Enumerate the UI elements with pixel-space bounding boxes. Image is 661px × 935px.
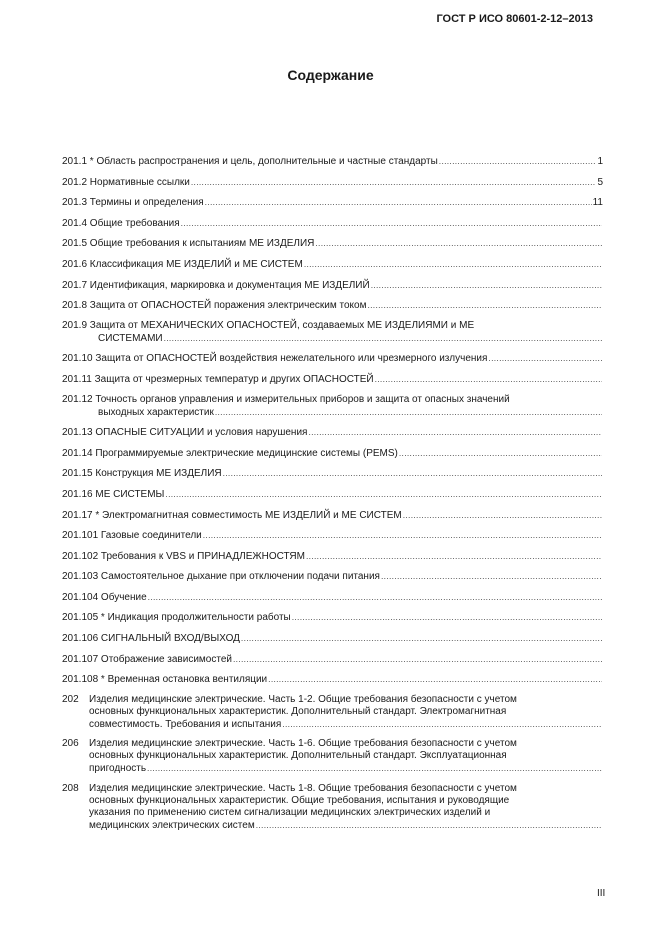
- toc-entry-continuation: [62, 332, 603, 345]
- toc-entry-text: 201.104 Обучение: [62, 591, 147, 603]
- toc-entry: [62, 611, 603, 624]
- table-of-contents: [62, 155, 603, 840]
- leader-dots: [181, 217, 602, 229]
- toc-entry: [62, 653, 603, 666]
- toc-entry-row: [62, 373, 603, 386]
- toc-entry-continuation: [62, 406, 603, 419]
- toc-entry-row: [62, 258, 603, 271]
- standard-line: указания по применению систем сигнализации медицинских электрических изделий и: [89, 807, 491, 819]
- toc-entry-row: [62, 529, 603, 542]
- standard-number: 208: [62, 783, 79, 795]
- leader-dots: [268, 673, 602, 685]
- toc-entry-text: 201.12 Точность органов управления и измерительных приборов и защита от опасных значений: [62, 393, 510, 405]
- toc-entry-row: [62, 426, 603, 439]
- toc-entry: [62, 176, 603, 189]
- toc-entry-text: 201.101 Газовые соединители: [62, 530, 202, 542]
- standard-number: 206: [62, 738, 79, 750]
- toc-entry-row: [62, 653, 603, 666]
- leader-dots: [215, 406, 602, 418]
- standard-line: Изделия медицинские электрические. Часть 1-6. Общие требования безопасности с учетом: [89, 738, 517, 750]
- leader-dots: [164, 332, 602, 344]
- toc-entry: [62, 217, 603, 230]
- leader-dots: [304, 258, 602, 270]
- toc-entry-text: 201.103 Самостоятельное дыхание при отключении подачи питания: [62, 571, 380, 583]
- toc-entry-text: 201.15 Конструкция МЕ ИЗДЕЛИЯ: [62, 468, 222, 480]
- toc-entry: [62, 488, 603, 501]
- toc-entry-row: [62, 217, 603, 230]
- toc-entry-row: [62, 467, 603, 480]
- leader-dots: [292, 611, 602, 623]
- toc-entry: [62, 352, 603, 365]
- toc-entry-row: [62, 632, 603, 645]
- leader-dots: [191, 176, 597, 188]
- toc-entry-text: 201.3 Термины и определения: [62, 197, 204, 209]
- leader-dots: [233, 653, 602, 665]
- toc-entry-text: 201.8 Защита от ОПАСНОСТЕЙ поражения электрическим током: [62, 300, 367, 312]
- toc-entry-text: 201.105 * Индикация продолжительности работы: [62, 612, 291, 624]
- toc-entry-text: 201.4 Общие требования: [62, 217, 180, 229]
- document-header: ГОСТ Р ИСО 80601-2-12–2013: [436, 13, 593, 25]
- toc-entry-row: [62, 352, 603, 365]
- leader-dots: [381, 570, 602, 582]
- toc-entry-text: 201.102 Требования к VBS и ПРИНАДЛЕЖНОСТЯМ: [62, 550, 305, 562]
- standard-line: основных функциональных характеристик. Дополнительный стандарт. Электромагнитная: [89, 705, 507, 717]
- toc-entry-text: 201.108 * Временная остановка вентиляции: [62, 674, 268, 686]
- standard-line: Изделия медицинские электрические. Часть 1-2. Общие требования безопасности с учетом: [89, 693, 517, 705]
- toc-entry-text: 201.2 Нормативные ссылки: [62, 176, 190, 188]
- toc-entry-row: [62, 570, 603, 583]
- toc-entry-page: 1: [597, 156, 603, 167]
- standard-number: 202: [62, 693, 79, 705]
- standard-last-text: медицинских электрических систем: [89, 820, 255, 832]
- toc-entry-row: [62, 155, 603, 168]
- toc-entry-row: [62, 673, 603, 686]
- toc-entry-row: [62, 299, 603, 312]
- standard-body: [62, 738, 603, 775]
- leader-dots: [439, 155, 597, 167]
- toc-entry-text-cont: СИСТЕМАМИ: [98, 332, 163, 344]
- toc-entry-text: 201.1 * Область распространения и цель, дополнительные и частные стандарты: [62, 156, 438, 167]
- toc-entry: [62, 155, 603, 168]
- standard-line: основных функциональных характеристик. Общие требования, испытания и руководящие: [89, 795, 510, 807]
- leader-dots: [147, 762, 602, 774]
- standard-body: [62, 694, 603, 731]
- toc-entry-text-cont: выходных характеристик: [98, 406, 214, 418]
- standard-last-row: [89, 718, 603, 731]
- leader-dots: [241, 632, 602, 644]
- toc-entry: [62, 320, 603, 345]
- toc-entry: [62, 394, 603, 419]
- toc-entry-row: [62, 488, 603, 501]
- toc-entry: [62, 258, 603, 271]
- toc-entry-page: 5: [597, 176, 603, 188]
- toc-entry-text: 201.17 * Электромагнитная совместимость МЕ ИЗДЕЛИЙ и МЕ СИСТЕМ: [62, 509, 402, 521]
- toc-entry-text: 201.106 СИГНАЛЬНЫЙ ВХОД/ВЫХОД: [62, 633, 240, 645]
- toc-entry-row: [62, 237, 603, 250]
- leader-dots: [165, 488, 602, 500]
- toc-entry: [62, 529, 603, 542]
- toc-entry-text: 201.7 Идентификация, маркировка и документация МЕ ИЗДЕЛИЙ: [62, 279, 370, 291]
- toc-entry-text: 201.5 Общие требования к испытаниям МЕ ИЗДЕЛИЯ: [62, 238, 315, 250]
- toc-entry: [62, 591, 603, 604]
- toc-entry-row: [62, 611, 603, 624]
- leader-dots: [203, 529, 602, 541]
- toc-entry-text: 201.107 Отображение зависимостей: [62, 653, 232, 665]
- leader-dots: [488, 352, 602, 364]
- leader-dots: [375, 373, 602, 385]
- toc-entry: [62, 426, 603, 439]
- toc-entry: [62, 447, 603, 460]
- toc-entry-row: [62, 591, 603, 604]
- toc-entry-page: 11: [592, 197, 603, 209]
- standard-entry: [62, 783, 603, 832]
- leader-dots: [282, 718, 602, 730]
- toc-entry: [62, 570, 603, 583]
- toc-entry: [62, 673, 603, 686]
- leader-dots: [367, 299, 602, 311]
- toc-entry-row: [62, 550, 603, 563]
- page-number: III: [597, 888, 606, 899]
- toc-entry-row: [62, 279, 603, 292]
- toc-entry: [62, 509, 603, 522]
- toc-entry: [62, 279, 603, 292]
- standard-line: основных функциональных характеристик. Дополнительный стандарт. Эксплуатационная: [89, 750, 507, 762]
- toc-entry-text: 201.9 Защита от МЕХАНИЧЕСКИХ ОПАСНОСТЕЙ, создаваемых МЕ ИЗДЕЛИЯМИ и МЕ: [62, 319, 475, 331]
- toc-entry-text: 201.14 Программируемые электрические медицинские системы (PEMS): [62, 447, 398, 459]
- leader-dots: [371, 279, 602, 291]
- toc-entry: [62, 299, 603, 312]
- standard-last-text: пригодность: [89, 763, 147, 775]
- leader-dots: [223, 467, 602, 479]
- toc-entry: [62, 467, 603, 480]
- leader-dots: [306, 550, 602, 562]
- toc-entry: [62, 632, 603, 645]
- standard-last-row: [89, 819, 603, 832]
- toc-entry-text: 201.6 Классификация МЕ ИЗДЕЛИЙ и МЕ СИСТЕМ: [62, 258, 303, 270]
- toc-entry: [62, 196, 603, 209]
- toc-entry-row: [62, 196, 603, 209]
- toc-entry: [62, 550, 603, 563]
- standard-last-text: совместимость. Требования и испытания: [89, 718, 282, 730]
- toc-entry-row: [62, 176, 603, 189]
- leader-dots: [256, 819, 602, 831]
- toc-entry: [62, 373, 603, 386]
- leader-dots: [308, 426, 602, 438]
- standard-entry: [62, 694, 603, 731]
- leader-dots: [148, 591, 602, 603]
- toc-entry: [62, 237, 603, 250]
- standard-entry: [62, 738, 603, 775]
- standard-line: Изделия медицинские электрические. Часть 1-8. Общие требования безопасности с учетом: [89, 783, 517, 795]
- toc-entry-text: 201.11 Защита от чрезмерных температур и других ОПАСНОСТЕЙ: [62, 373, 374, 385]
- leader-dots: [205, 196, 592, 208]
- toc-entry-text: 201.13 ОПАСНЫЕ СИТУАЦИИ и условия нарушения: [62, 427, 308, 439]
- toc-entry-row: [62, 509, 603, 522]
- toc-entry-text: 201.10 Защита от ОПАСНОСТЕЙ воздействия нежелательного или чрезмерного излучения: [62, 353, 488, 365]
- leader-dots: [315, 237, 602, 249]
- standard-last-row: [89, 762, 603, 775]
- toc-entry-row: [62, 447, 603, 460]
- leader-dots: [399, 447, 602, 459]
- standard-body: [62, 783, 603, 832]
- toc-entry-text: 201.16 МЕ СИСТЕМЫ: [62, 488, 165, 500]
- page-title: Содержание: [287, 67, 374, 83]
- leader-dots: [403, 509, 602, 521]
